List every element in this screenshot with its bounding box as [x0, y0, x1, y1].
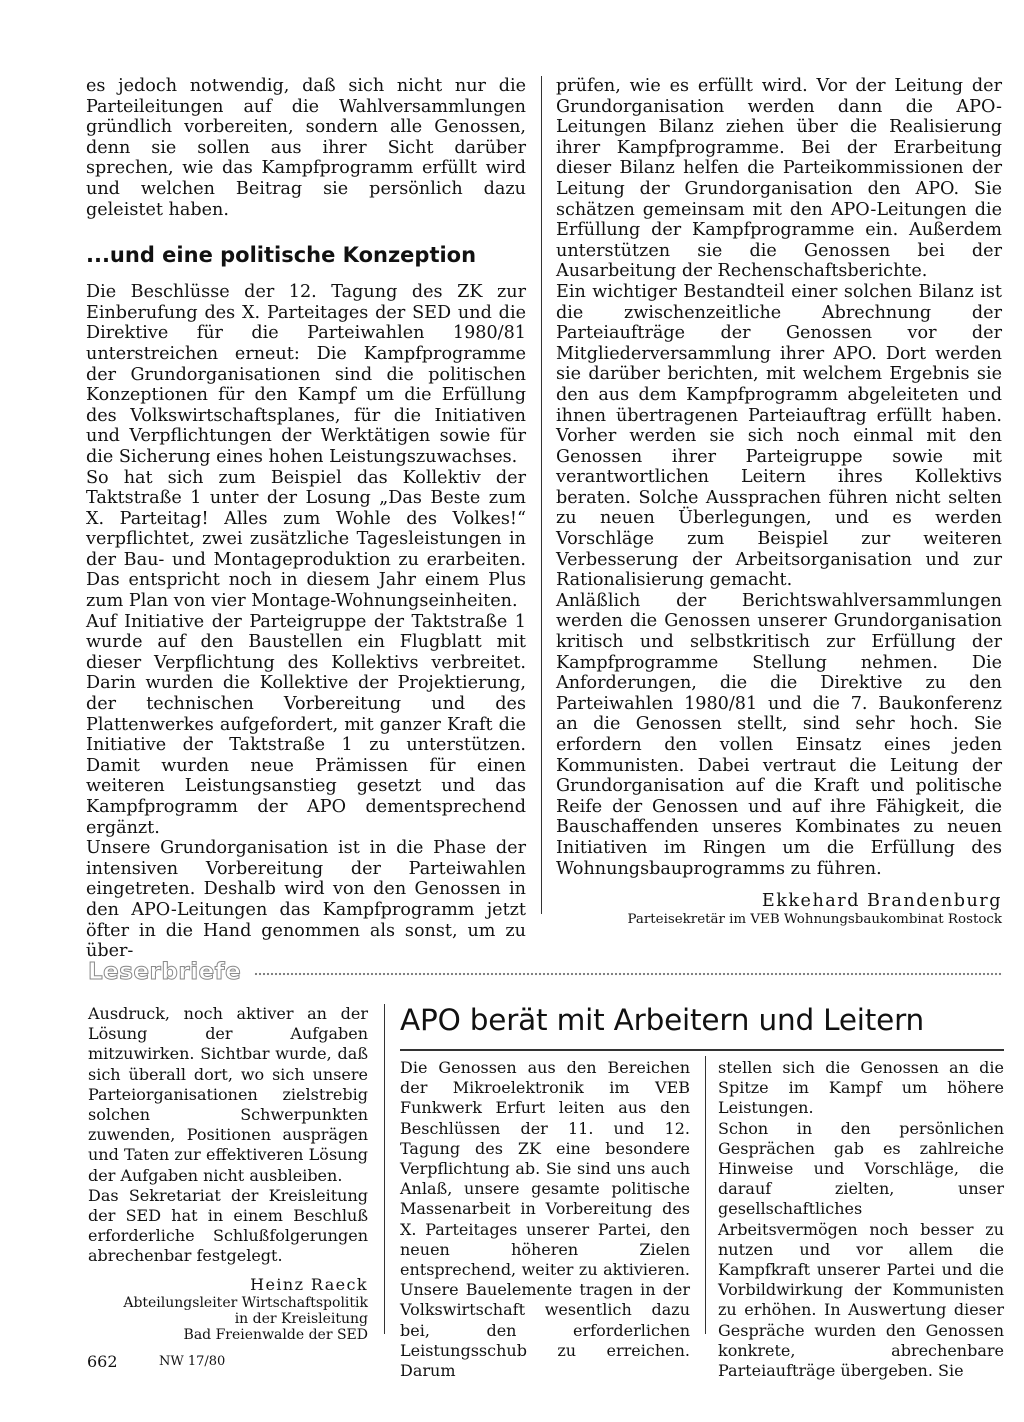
intro-paragraph: es jedoch notwendig, daß sich nicht nur die Parteileitungen auf die Wahlversammlungen gründlich vorbereiten, sondern alle Genossen, denn sie sollen aus ihrer Sicht darüber sprechen, wie das Kampfprogramm erfüllt wird und welchen Beitrag sie persönlich dazu geleistet haben. — [86, 76, 526, 220]
section-label: Leserbriefe — [88, 959, 242, 985]
title-underline — [400, 1049, 1004, 1051]
paragraph: Die Genossen aus den Bereichen der Mikroelektronik im VEB Funkwerk Erfurt leiten aus den Beschlüssen der 11. und 12. Tagung des ZK eine besondere Verpflichtung ab. Sie sind uns auch Anlaß, unsere gesamte politische Massenarbeit in Vorbereitung des X. Parteitages unserer Partei, den neuen höheren Zielen entsprechend, weiter zu aktivieren. Unsere Bauelemente tragen in der Volkswirtschaft wesentlich dazu bei, den erforderlichen Leistungsschub zu erreichen. Darum — [400, 1058, 690, 1381]
paragraph: stellen sich die Genossen an die Spitze im Kampf um höhere Leistungen. — [718, 1058, 1004, 1118]
article-column-2 — [718, 1058, 1004, 1381]
paragraph: Auf Initiative der Parteigruppe der Taktstraße 1 wurde auf den Baustellen ein Flugblatt mit dieser Verpflichtung des Kollektivs verbreitet. Darin wurden die Kollektive der Projektierung, der technischen Vorbereitung und des Plattenwerkes aufgefordert, mit ganzer Kraft die Initiative der Taktstraße 1 zu unterstützen. Damit wurden neue Prämissen für einen weiteren Leistungsanstieg gesetzt und das Kampfprogramm der APO dementsprechend ergänzt. — [86, 611, 526, 838]
section-band — [88, 958, 1003, 988]
paragraph: So hat sich zum Beispiel das Kollektiv der Taktstraße 1 unter der Losung „Das Beste zum X. Parteitag! Alles zum Wohle des Volkes!“ verpflichtet, zwei zusätzliche Tagesleistungen in der Bau- und Montageproduktion zu erarbeiten. Das entspricht noch in diesem Jahr einem Plus zum Plan von vier Montage-Wohnungseinheiten. — [86, 467, 526, 612]
paragraph: Anläßlich der Berichtswahlversammlungen werden die Genossen unserer Grundorganisation kritisch und selbstkritisch zur Erfüllung der Kampfprogramme Stellung nehmen. Die Anforderungen, die die Direktive zu den Parteiwahlen 1980/81 und die 7. Baukonferenz an die Genossen stellt, sind sehr hoch. Sie erfordern den vollen Einsatz eines jeden Kommunisten. Dabei vertraut die Leitung der Grundorganisation auf die Kraft und politische Reife der Genossen und auf ihre Fähigkeit, die Bauschaffenden unseres Kombinates zu neuen Initiativen im Ringen um die Erfüllung des Wohnungsbauprogramms zu führen. — [556, 590, 1002, 879]
page-number: 662 — [87, 1352, 118, 1371]
paragraph: Ausdruck, noch aktiver an der Lösung der Aufgaben mitzuwirken. Sichtbar wurde, daß sich überall dort, wo sich unsere Parteiorganisationen zielstrebig solchen Schwerpunkten zuwenden, Positionen ausprägen und Taten zur effektiveren Lösung der Aufgaben nicht ausbleiben. — [88, 1004, 368, 1185]
article-title: APO berät mit Arbeitern und Leitern — [400, 1003, 925, 1037]
column-divider — [541, 76, 542, 914]
author-role-line: Bad Freienwalde der SED — [183, 1326, 368, 1343]
top-right-column — [556, 76, 1002, 928]
paragraph: Schon in den persönlichen Gesprächen gab es zahlreiche Hinweise und Vorschläge, die darauf zielten, unser gesellschaftliches Arbeitsvermögen noch besser zu nutzen und vor allem die Kampfkraft unserer Partei und die Vorbildwirkung der Kommunisten zu erhöhen. In Auswertung dieser Gespräche wurden den Genossen konkrete, abrechenbare Parteiaufträge übergeben. Sie — [718, 1118, 1004, 1381]
column-divider — [384, 1004, 385, 1334]
paragraph: Die Beschlüsse der 12. Tagung des ZK zur Einberufung des X. Parteitages der SED und die Direktive für die Parteiwahlen 1980/81 unterstreichen erneut: Die Kampfprogramme der Grundorganisationen sind die politischen Konzeptionen für den Kampf um die Erfüllung des Volkswirtschaftsplanes, für die Initiativen und Verpflichtungen der Werktätigen sowie für die Sicherung eines hohen Leistungszuwachses. — [86, 282, 526, 467]
letter-column — [88, 1004, 368, 1343]
article-column-1 — [400, 1058, 690, 1381]
section-subheading: ...und eine politische Konzeption — [86, 243, 477, 268]
dotted-separator — [254, 972, 1003, 976]
author-role-line: in der Kreisleitung — [234, 1310, 368, 1327]
column-divider — [705, 1056, 706, 1334]
issue-label: NW 17/80 — [159, 1354, 226, 1369]
author-role-line: Abteilungsleiter Wirtschaftspolitik — [123, 1294, 368, 1311]
paragraph: Unsere Grundorganisation ist in die Phase der intensiven Vorbereitung der Parteiwahlen eingetreten. Deshalb wird von den Genossen in den APO-Leitungen das Kampfprogramm jetzt öfter in die Hand genommen als sonst, um zu über- — [86, 838, 526, 962]
author-role: Parteisekretär im VEB Wohnungsbaukombinat Rostock — [627, 911, 1002, 927]
author-name: Ekkehard Brandenburg — [761, 891, 1002, 912]
paragraph: prüfen, wie es erfüllt wird. Vor der Leitung der Grundorganisation werden dann die APO-Leitungen Bilanz ziehen über die Realisierung ihrer Kampfprogramme. Bei der Erarbeitung dieser Bilanz helfen die Parteikommissionen der Leitung der Grundorganisation den APO. Sie schätzen gemeinsam mit den APO-Leitungen die Erfüllung der Kampfprogramme ein. Außerdem unterstützen sie die Genossen bei der Ausarbeitung der Rechenschaftsberichte. — [556, 76, 1002, 282]
top-left-column — [86, 76, 526, 962]
paragraph: Das Sekretariat der Kreisleitung der SED hat in einem Beschluß erforderliche Schlußfolgerungen abrechenbar festgelegt. — [88, 1185, 368, 1266]
paragraph: Ein wichtiger Bestandteil einer solchen Bilanz ist die zwischenzeitliche Abrechnung der Parteiaufträge der Genossen vor der Mitgliederversammlung ihrer APO. Dort werden sie darüber berichten, mit welchem Ergebnis sie den aus dem Kampfprogramm abgeleiteten und ihnen übertragenen Parteiauftrag erfüllt haben. Vorher werden sie sich noch einmal mit den Genossen ihrer Parteigruppe sowie mit verantwortlichen Leitern ihres Kollektivs beraten. Solche Aussprachen führen nicht selten zu neuen Überlegungen, und es werden Vorschläge zum Beispiel zur weiteren Verbesserung der Arbeitsorganisation und zur Rationalisierung gemacht. — [556, 281, 1002, 591]
author-name: Heinz Raeck — [250, 1274, 368, 1294]
